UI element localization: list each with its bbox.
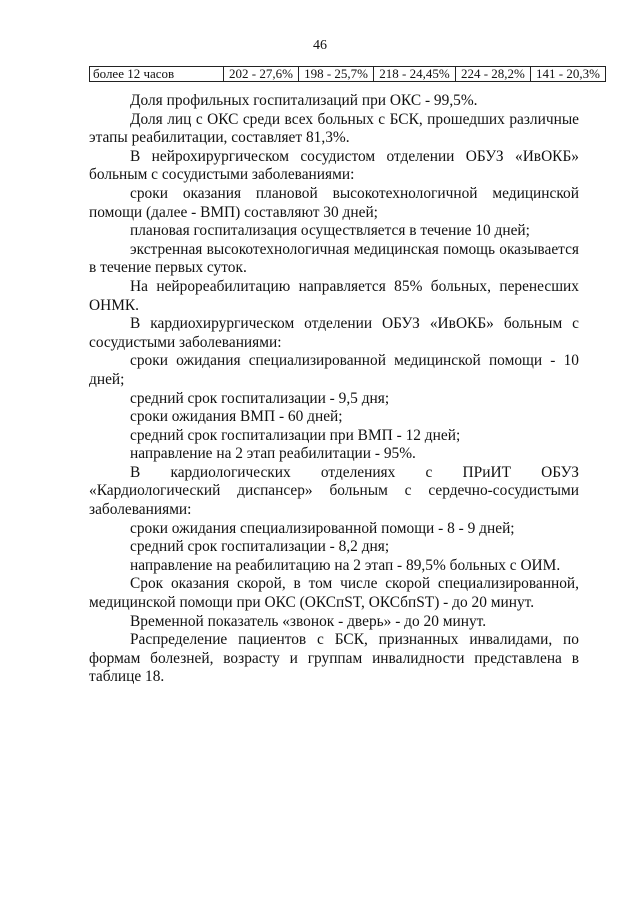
- document-body: [89, 92, 579, 687]
- table-cell-label: более 12 часов: [90, 67, 224, 82]
- paragraph: сроки оказания плановой высокотехнологичной медицинской помощи (далее - ВМП) составляют 30 дней;: [89, 184, 579, 221]
- table-cell-3: 218 - 24,45%: [374, 67, 456, 82]
- paragraph: Временной показатель «звонок - дверь» - до 20 минут.: [130, 612, 487, 630]
- paragraph: На нейрореабилитацию направляется 85% больных, перенесших ОНМК.: [89, 277, 579, 314]
- paragraph: В кардиохирургическом отделении ОБУЗ «ИвОКБ» больным с сосудистыми заболеваниями:: [89, 315, 579, 351]
- table-cell-4: 224 - 28,2%: [455, 67, 530, 82]
- paragraph: направление на 2 этап реабилитации - 95%.: [130, 445, 416, 463]
- paragraph: сроки ожидания специализированной помощи - 8 - 9 дней;: [130, 519, 515, 537]
- paragraph: средний срок госпитализации - 9,5 дня;: [130, 389, 390, 407]
- paragraph: Срок оказания скорой, в том числе скорой специализированной, медицинской помощи при ОКС (ОКСпST, ОКСбпST) - до 20 минут.: [89, 575, 579, 612]
- data-table-fragment: [89, 66, 606, 82]
- paragraph: Доля профильных госпитализаций при ОКС - 99,5%.: [130, 92, 478, 109]
- paragraph: экстренная высокотехнологичная медицинская помощь оказывается в течение первых суток.: [89, 240, 579, 277]
- paragraph: средний срок госпитализации - 8,2 дня;: [130, 538, 390, 556]
- paragraph: Распределение пациентов с БСК, признанных инвалидами, по формам болезней, возрасту и группам инвалидности представлена в таблице 18.: [89, 631, 579, 686]
- table-row: [90, 67, 606, 82]
- paragraph: направление на реабилитацию на 2 этап - 89,5% больных с ОИМ.: [130, 556, 561, 574]
- paragraph: сроки ожидания ВМП - 60 дней;: [130, 408, 343, 426]
- paragraph: средний срок госпитализации при ВМП - 12 дней;: [130, 426, 461, 444]
- paragraph: плановая госпитализация осуществляется в течение 10 дней;: [130, 222, 530, 240]
- page-number: 46: [313, 38, 327, 53]
- table-cell-5: 141 - 20,3%: [530, 67, 605, 82]
- table-cell-2: 198 - 25,7%: [299, 67, 374, 82]
- paragraph: В нейрохирургическом сосудистом отделении ОБУЗ «ИвОКБ» больным с сосудистыми заболеваниями:: [89, 147, 579, 184]
- paragraph: В кардиологических отделениях с ПРиИТ ОБУЗ «Кардиологический диспансер» больным с сердечно-сосудистыми заболеваниями:: [89, 463, 579, 519]
- paragraph: сроки ожидания специализированной медицинской помощи - 10 дней;: [89, 352, 579, 388]
- table-cell-1: 202 - 27,6%: [224, 67, 299, 82]
- paragraph: Доля лиц с ОКС среди всех больных с БСК, прошедших различные этапы реабилитации, составляет 81,3%.: [89, 110, 579, 147]
